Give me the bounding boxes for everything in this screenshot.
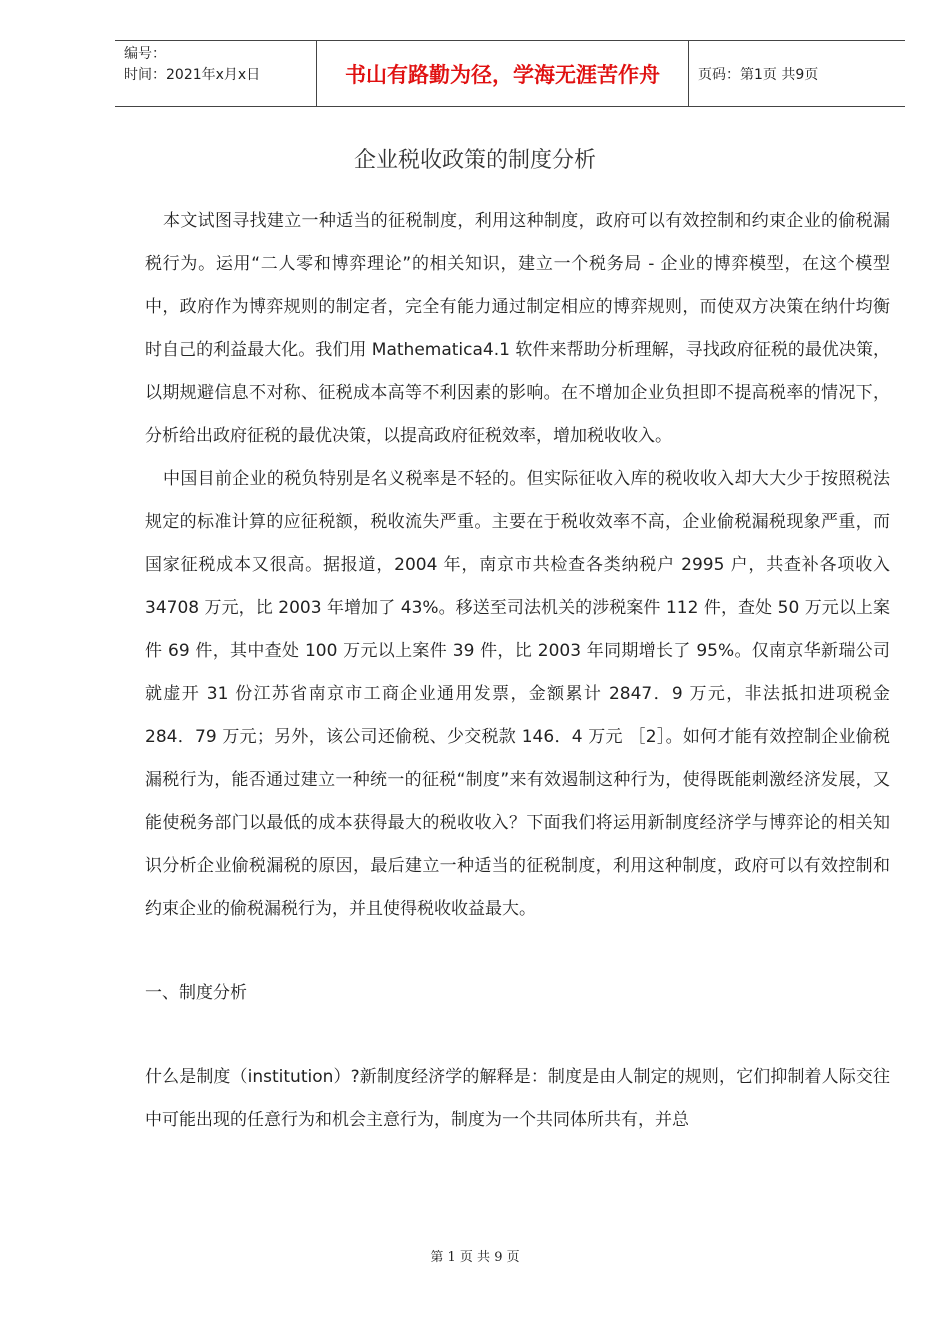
spacer bbox=[145, 931, 890, 972]
document-number-label: 编号： bbox=[124, 46, 166, 62]
section-paragraph: 什么是制度（institution）?新制度经济学的解释是：制度是由人制定的规则，它们抑制着人际交往中可能出现的任意行为和机会主意行为，制度为一个共同体所共有，并总 bbox=[145, 1067, 890, 1130]
paragraph-2: 中国目前企业的税负特别是名义税率是不轻的。但实际征收入库的税收收入却大大少于按照税法规定的标准计算的应征税额，税收流失严重。主要在于税收效率不高，企业偷税漏税现象严重，而国家征税成本又很高。据报道，2004 年，南京市共检查各类纳税户 2995 户，共查补各项收入 34708 万元，比 2003 年增加了 43%。移送至司法机关的涉税案件 112 件，查处 50 万元以上案件 69 件，其中查处 100 万元以上案件 39 件，比 2003 年同期增长了 95%。仅南京华新瑞公司就虚开 31 份江苏省南京市工商企业通用发票，金额累计 2847．9 万元，非法抵扣进项税金 284．79 万元；另外，该公司还偷税、少交税款 146．4 万元 ［2］。如何才能有效控制企业偷税漏税行为，能否通过建立一种统一的征税“制度”来有效遏制这种行为，使得既能刺激经济发展，又能使税务部门以最低的成本获得最大的税收收入？下面我们将运用新制度经济学与博弈论的相关知识分析企业偷税漏税的原因，最后建立一种适当的征税制度，利用这种制度，政府可以有效控制和约束企业的偷税漏税行为，并且使得税收收益最大。 bbox=[145, 469, 890, 919]
page-footer: 第 1 页 共 9 页 bbox=[430, 1250, 520, 1265]
document-title: 企业税收政策的制度分析 bbox=[353, 148, 596, 173]
page-header bbox=[115, 40, 905, 107]
document-time-label: 时间：2021年x月x日 bbox=[124, 67, 261, 83]
header-motto: 书山有路勤为径，学海无涯苦作舟 bbox=[316, 41, 689, 106]
section-heading: 一、制度分析 bbox=[145, 983, 247, 1003]
document-body bbox=[145, 200, 890, 1142]
spacer bbox=[145, 1015, 890, 1056]
header-meta bbox=[115, 41, 316, 106]
header-page-info: 页码：第1页 共9页 bbox=[698, 66, 819, 83]
paragraph-1: 本文试图寻找建立一种适当的征税制度，利用这种制度，政府可以有效控制和约束企业的偷税漏税行为。运用“二人零和博弈理论”的相关知识，建立一个税务局 - 企业的博弈模型，在这个模型中，政府作为博弈规则的制定者，完全有能力通过制定相应的博弈规则，而使双方决策在纳什均衡时自己的利益最大化。我们用 Mathematica4.1 软件来帮助分析理解，寻找政府征税的最优决策，以期规避信息不对称、征税成本高等不利因素的影响。在不增加企业负担即不提高税率的情况下，分析给出政府征税的最优决策，以提高政府征税效率，增加税收收入。 bbox=[145, 211, 890, 446]
